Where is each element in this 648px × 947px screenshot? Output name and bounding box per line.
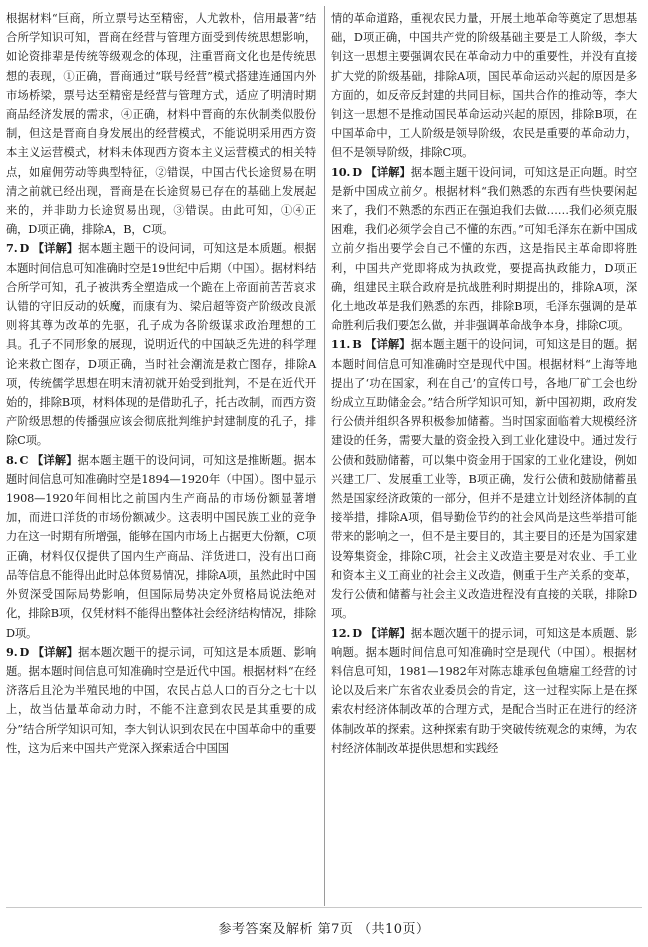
answer-item-10 [331,163,637,336]
question-number: 9. [6,644,18,659]
answer-letter: D [19,241,30,256]
answer-item-7 [6,239,316,450]
footer-label: 参考答案及解析 [218,922,313,937]
answer-letter: C [19,452,29,467]
page-footer [0,918,648,937]
answer-item-9 [6,643,316,758]
question-number: 7. [6,241,18,256]
question-number: 10. [331,164,351,179]
answer-item-12 [331,624,637,758]
answer-item-8 [6,451,316,643]
explanation-tag: 【详解】 [365,164,411,179]
explanation-text: 据本题次题干的提示词，可知这是本质题、影响题。据本题时间信息可知准确时空是现代（中国）。根据材料信息可知，1981—1982年对陈志雄承包鱼塘雇工经营的讨论以及后来广东省农业委员会的肯定，这一过程实际上是在探索农村经济体制改革的合理方式，是配合当时正在进行的经济体制改革的探索。这种探索有助于突破传统观念的束缚，为农村经济体制改革提供思想和实践经 [331,626,637,755]
left-column [6,9,316,758]
explanation-tag: 【详解】 [365,625,411,640]
answer-letter: D [352,625,362,640]
footer-total: （共10页） [358,922,430,937]
explanation-tag: 【详解】 [365,337,411,352]
explanation-text: 据本题主题干的设问词，可知这是目的题。据本题时间信息可知准确时空是现代中国。根据材料“上海等地提出了‘功在国家，利在自己’的宣传口号，各地厂矿工会也纷纷成立互助储金会。”结合所学知识可知，新中国初期，政府发行公债并组织各界积极参加储蓄。当时国家面临着大规模经济建设的任务，需要大量的资金投入到工业化建设中。通过发行公债和鼓励储蓄，可以集中资金用于国家的工业化建设，例如兴建工厂、发展重工业等，B项正确，发行公债和鼓励储蓄虽然是国家经济政策的一部分，但并不是建立计划经济体制的直接举措，排除A项，倡导勤俭节约的社会风尚是这些举措可能带来的影响之一，但不是主要目的，其主要目的还是为国家建设筹集资金，排除C项，社会主义改造主要是对农业、手工业和资本主义工商业的社会主义改造，侧重于生产关系的变革，发行公债和储蓄与社会主义改造进程没有直接的关联，排除D项。 [331,338,637,621]
right-column [331,9,637,758]
explanation-tag: 【详解】 [32,452,78,467]
answer-letter: D [352,164,362,179]
answer-letter: D [19,644,30,659]
question-number: 11. [331,337,351,352]
explanation-tag: 【详解】 [32,644,79,659]
right-continuation: 情的革命道路，重视农民力量，开展土地革命等奠定了思想基础，D项正确，中国共产党的阶级基础主要是工人阶级，李大钊这一思想主要强调农民在革命动力中的重要性，并没有直接扩大党的阶级基础，排除A项，国民革命运动兴起的原因是多方面的，如反帝反封建的共同目标，国共合作的推动等，李大钊这一思想不是推动国民革命运动兴起的原因，排除B项，在中国革命中，工人阶级是领导阶级，农民是重要的革命动力，但不是领导阶级，排除C项。 [331,12,637,160]
left-continuation: 根据材料“巨商，所立票号达至精密，人尤敦朴，信用最著”结合所学知识可知，晋商在经营与管理方面受到传统思想影响，如论资排辈是传统等级观念的体现，注重晋商文化也是传统思想的表现，①正确，晋商通过“联号经营”模式搭建连通国内外市场桥梁，票号达至精密是经营与管理方式，适应了明清时期商品经济发展的需求，④正确，材料中晋商的东伙制类似股份制，但这是晋商自身发展出的经营模式，不能说明采用西方资本主义运营模式，材料未体现西方资本主义运营模式的相关特点，如雇佣劳动等典型特征，②错误，中国古代长途贸易在明清之前就已经出现，晋商是在长途贸易已存在的基础上发展起来的，并非助力长途贸易出现，③错误。由此可知，①④正确，D项正确，排除A，B，C项。 [6,12,316,237]
explanation-text: 据本题主题干的设问词，可知这是推断题。据本题时间信息可知准确时空是1894—1920年（中国）。图中显示1908—1920年间相比之前国内生产商品的市场份额显著增加，而进口洋货的市场份额减少。这表明中国民族工业的竞争力在这一时期有所增强，能够在国内市场上占据更大份额，C项正确，材料仅仅提供了国内生产商品、洋货进口，没有出口商品等信息不能得出此时总体贸易情况，排除A项，虽然此时中国外贸深受国际局势影响，但国际局势决定外贸格局说法绝对化，排除B项，仅凭材料不能得出整体社会经济结构情况，排除D项。 [6,453,316,640]
answer-item-11 [331,335,637,623]
explanation-text: 据本题主题干的设问词，可知这是本质题。根据本题时间信息可知准确时空是19世纪中后期（中国）。据材料结合所学可知，孔子被洪秀全塑造成一个跪在上帝面前苦苦哀求认错的守旧反动的妖魔，而康有为、梁启超等资产阶级改良派则将其尊为改革的先驱，孔子成为各阶级谋求政治理想的工具。孔子不同形象的展现，说明近代的中国缺乏先进的科学理论来救亡图存，D项正确，当时社会潮流是救亡图存，排除A项，传统儒学思想在明末清初就开始受到批判，不是在近代开始的，排除B项，材料体现的是借助孔子，托古改制，而西方资产阶级思想的传播强应该会彻底批判维护封建制度的孔子，排除C项。 [6,242,316,448]
column-divider [324,6,325,906]
question-number: 8. [6,452,18,467]
answer-letter: B [352,337,362,352]
footer-rule [6,907,642,908]
explanation-tag: 【详解】 [32,241,79,256]
explanation-text: 据本题主题干设问词，可知这是正向题。时空是新中国成立前夕。根据材料“我们熟悉的东西有些快要闲起来了，我们不熟悉的东西正在强迫我们去做……我们必须克服困难，我们必须学会自己不懂的东西。”可知毛泽东在新中国成立前夕指出要学会自己不懂的东西，这是指民主革命即将胜利，中国共产党即将成为执政党，要提高执政能力，D项正确，组建民主联合政府是抗战胜利时期提出的，排除A项，深化土地改革是我们熟悉的东西，排除B项，毛泽东强调的是革命胜利后我们要怎么做，并非强调革命战争本身，排除C项。 [331,165,637,333]
question-number: 12. [331,625,351,640]
explanation-text: 据本题次题干的提示词，可知这是本质题、影响题。据本题时间信息可知准确时空是近代中国。根据材料“在经济落后且沦为半殖民地的中国，农民占总人口的百分之七十以上，故当估量革命动力时，不能不注意到农民是其重要的成分”结合所学知识可知，李大钊认识到农民在中国革命中的重要性，这为后来中国共产党深入探索适合中国国 [6,645,316,755]
footer-page: 第7页 [317,922,354,937]
